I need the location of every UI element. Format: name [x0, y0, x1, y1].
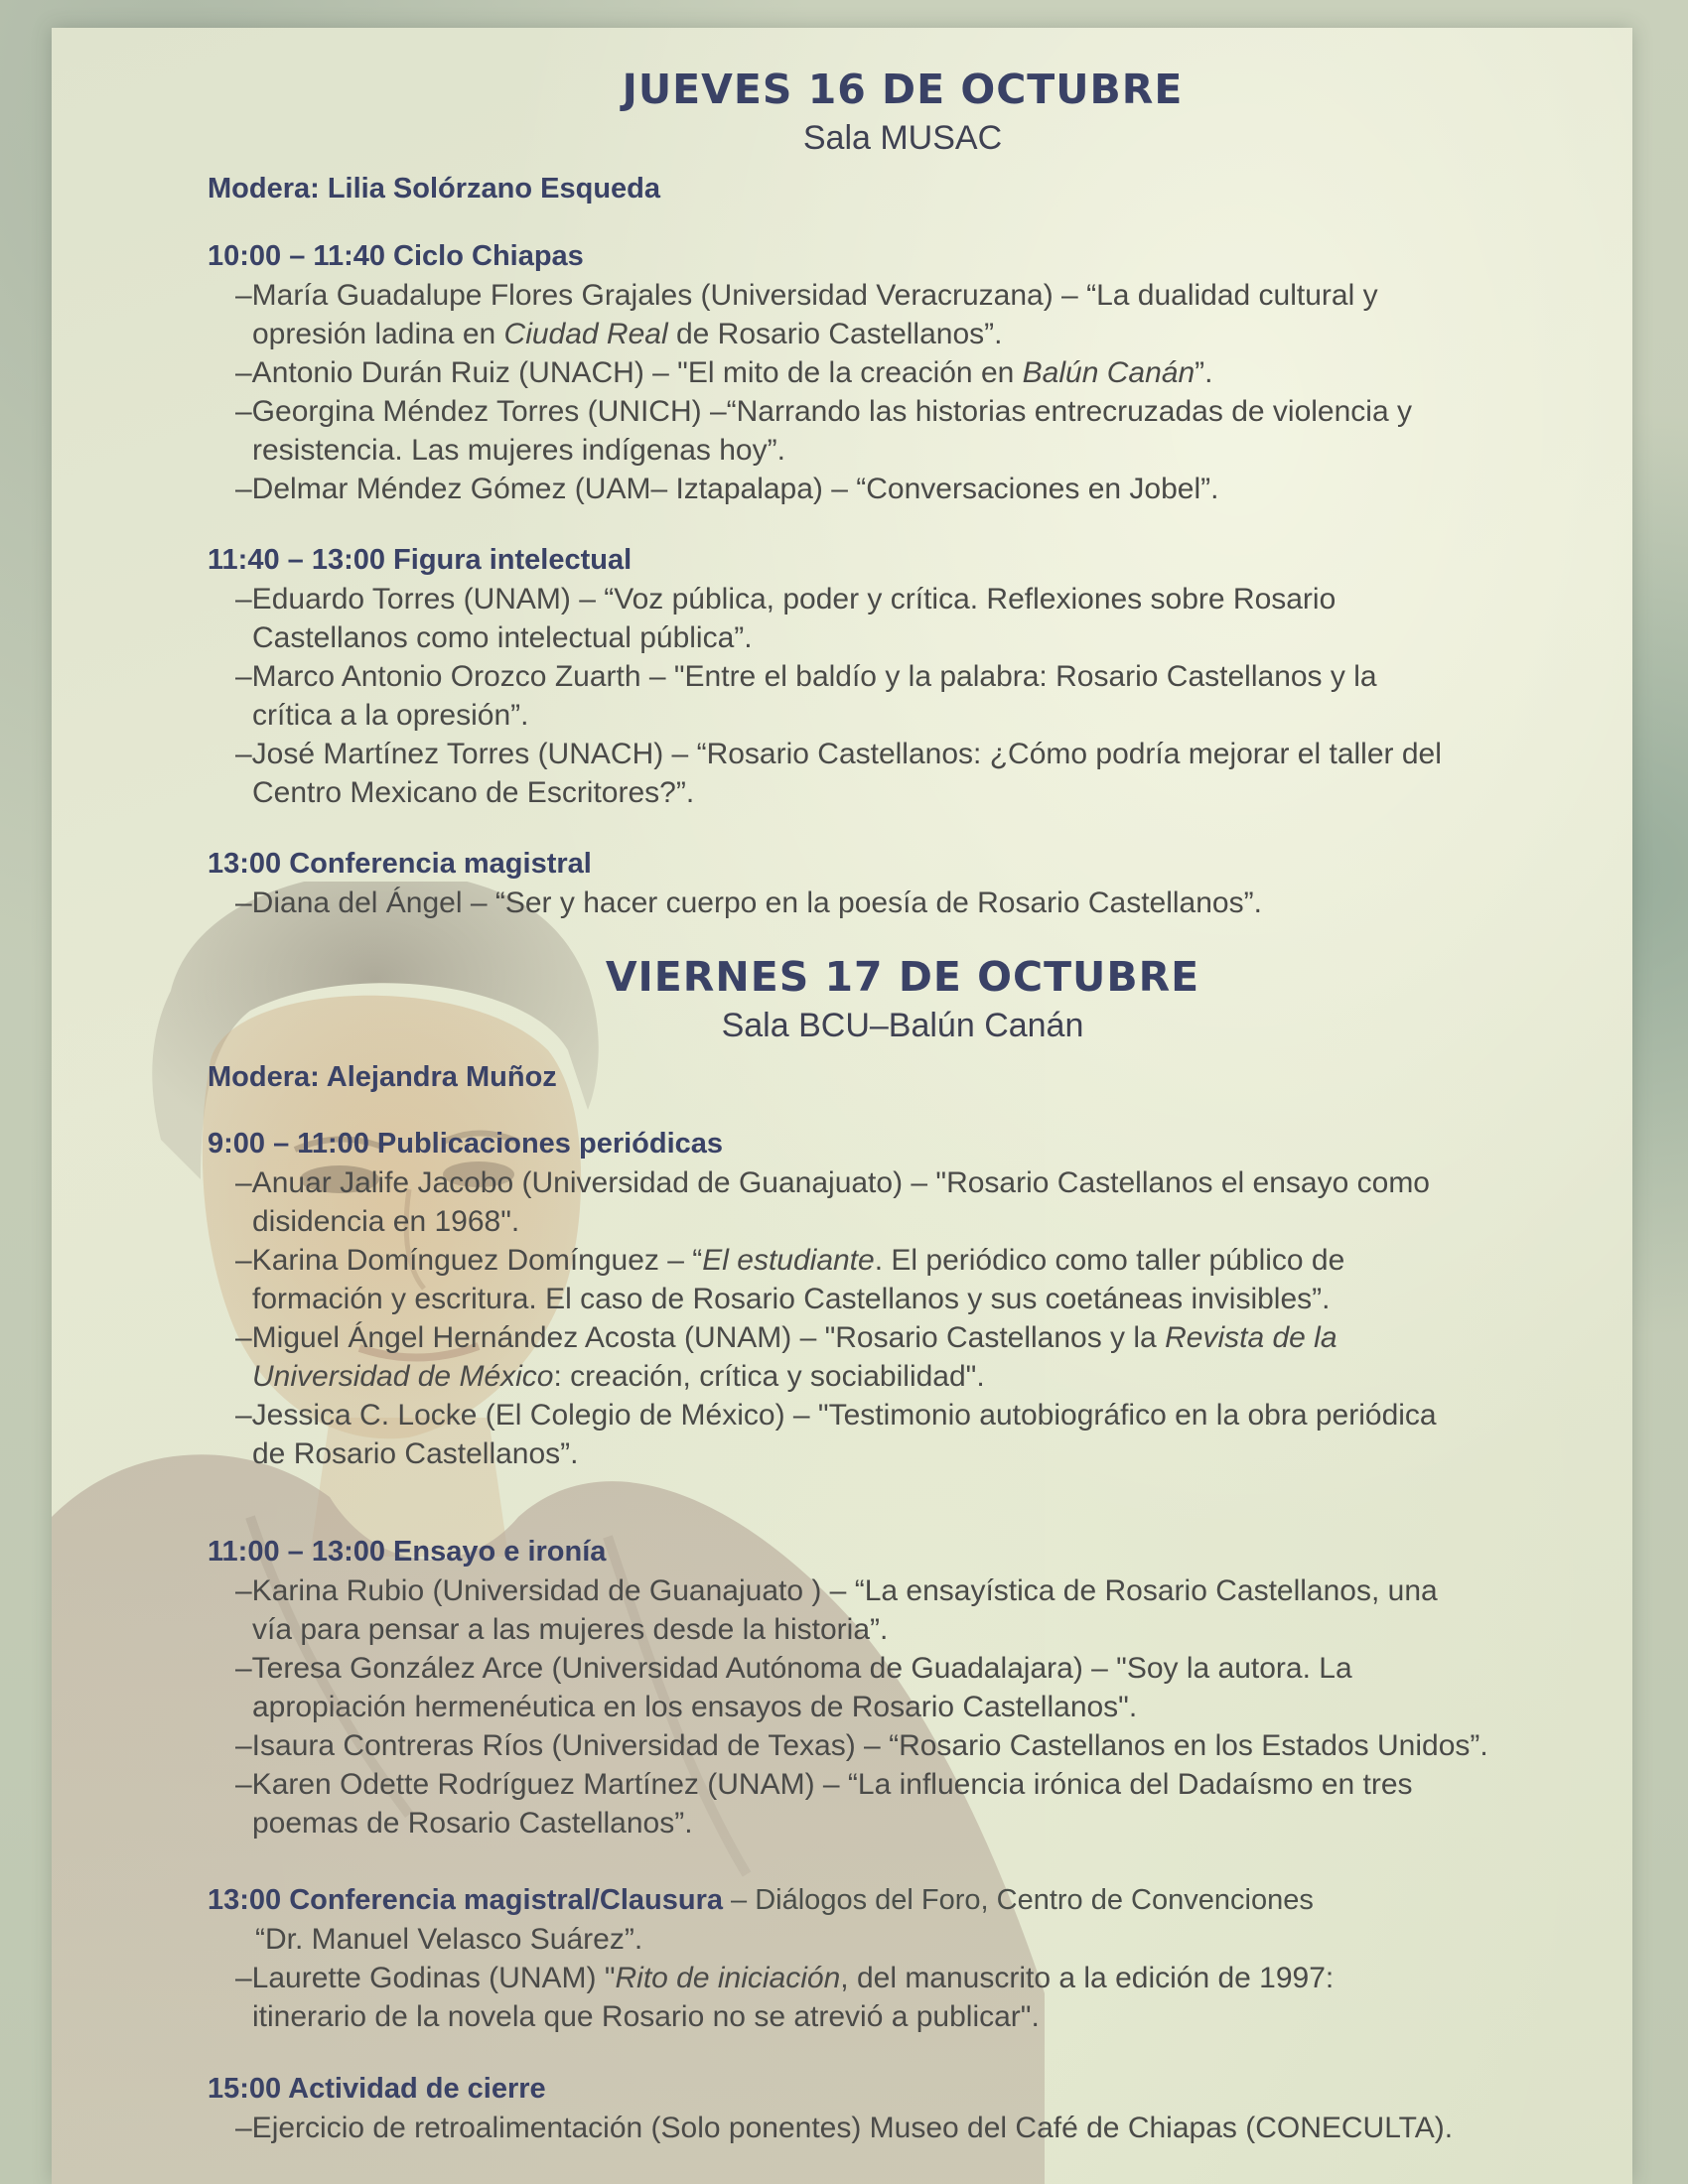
talk-line: –Karina Rubio (Universidad de Guanajuato ) – “La ensayística de Rosario Castellanos, una — [235, 1574, 1438, 1607]
session-heading: 11:40 – 13:00 Figura intelectual — [208, 544, 633, 576]
talk-line: Castellanos como intelectual pública”. — [252, 621, 753, 654]
talk-line: poemas de Rosario Castellanos”. — [252, 1807, 693, 1840]
session-heading: 13:00 Conferencia magistral/Clausura – Diálogos del Foro, Centro de Convenciones — [208, 1884, 1314, 1916]
talk-line: –Anuar Jalife Jacobo (Universidad de Guanajuato) – "Rosario Castellanos el ensayo como — [235, 1166, 1430, 1199]
talk-line: opresión ladina en Ciudad Real de Rosario Castellanos”. — [252, 318, 1003, 350]
talk-line: –Delmar Méndez Gómez (UAM– Iztapalapa) – “Conversaciones en Jobel”. — [235, 473, 1219, 505]
session-heading: 11:00 – 13:00 Ensayo e ironía — [208, 1536, 607, 1568]
talk-line: –Teresa González Arce (Universidad Autónoma de Guadalajara) – "Soy la autora. La — [235, 1652, 1352, 1685]
venue: Sala MUSAC — [802, 119, 1003, 157]
talk-line: crítica a la opresión”. — [252, 699, 529, 732]
talk-line: disidencia en 1968". — [252, 1205, 520, 1238]
talk-line: –José Martínez Torres (UNACH) – “Rosario Castellanos: ¿Cómo podría mejorar el taller del — [235, 738, 1442, 770]
talk-line: –María Guadalupe Flores Grajales (Universidad Veracruzana) – “La dualidad cultural y — [235, 279, 1378, 312]
talk-line: Universidad de México: creación, crítica y sociabilidad". — [252, 1360, 985, 1393]
paper-sheet — [52, 28, 1632, 2184]
talk-line: –Karina Domínguez Domínguez – “El estudiante. El periódico como taller público de — [235, 1244, 1345, 1277]
talk-line: –Antonio Durán Ruiz (UNACH) – "El mito de la creación en Balún Canán”. — [235, 356, 1213, 389]
session-heading: 13:00 Conferencia magistral — [208, 848, 592, 880]
session-heading: 10:00 – 11:40 Ciclo Chiapas — [208, 240, 584, 272]
talk-line: –Miguel Ángel Hernández Acosta (UNAM) – "Rosario Castellanos y la Revista de la — [235, 1321, 1337, 1354]
talk-line: –Jessica C. Locke (El Colegio de México) – "Testimonio autobiográfico en la obra periódica — [235, 1399, 1437, 1432]
talk-line: “Dr. Manuel Velasco Suárez”. — [255, 1923, 643, 1956]
talk-line: –Isaura Contreras Ríos (Universidad de Texas) – “Rosario Castellanos en los Estados Unidos”. — [235, 1729, 1488, 1762]
day-title: VIERNES 17 DE OCTUBRE — [605, 953, 1200, 1001]
day-title: JUEVES 16 DE OCTUBRE — [622, 66, 1184, 113]
talk-line: de Rosario Castellanos”. — [252, 1437, 579, 1470]
talk-line: resistencia. Las mujeres indígenas hoy”. — [252, 434, 785, 467]
moderator: Modera: Alejandra Muñoz — [208, 1061, 557, 1093]
talk-line: itinerario de la novela que Rosario no se atrevió a publicar". — [252, 2000, 1040, 2033]
talk-line: –Diana del Ángel – “Ser y hacer cuerpo en la poesía de Rosario Castellanos”. — [235, 887, 1262, 919]
talk-line: formación y escritura. El caso de Rosario Castellanos y sus coetáneas invisibles”. — [252, 1283, 1331, 1315]
talk-line: –Marco Antonio Orozco Zuarth – "Entre el baldío y la palabra: Rosario Castellanos y la — [235, 660, 1377, 693]
talk-line: –Karen Odette Rodríguez Martínez (UNAM) – “La influencia irónica del Dadaísmo en tres — [235, 1768, 1413, 1801]
talk-line: Centro Mexicano de Escritores?”. — [252, 776, 695, 809]
session-heading: 15:00 Actividad de cierre — [208, 2073, 546, 2105]
talk-line: –Eduardo Torres (UNAM) – “Voz pública, poder y crítica. Reflexiones sobre Rosario — [235, 583, 1336, 615]
talk-line: –Ejercicio de retroalimentación (Solo ponentes) Museo del Café de Chiapas (CONECULTA). — [235, 2112, 1454, 2144]
talk-line: apropiación hermenéutica en los ensayos de Rosario Castellanos". — [252, 1691, 1138, 1723]
session-heading: 9:00 – 11:00 Publicaciones periódicas — [208, 1128, 724, 1160]
talk-line: –Georgina Méndez Torres (UNICH) –“Narrando las historias entrecruzadas de violencia y — [235, 395, 1412, 428]
talk-line: vía para pensar a las mujeres desde la historia”. — [252, 1613, 889, 1646]
venue: Sala BCU–Balún Canán — [721, 1007, 1084, 1044]
talk-line: –Laurette Godinas (UNAM) "Rito de iniciación, del manuscrito a la edición de 1997: — [235, 1962, 1335, 1994]
moderator: Modera: Lilia Solórzano Esqueda — [208, 173, 661, 205]
